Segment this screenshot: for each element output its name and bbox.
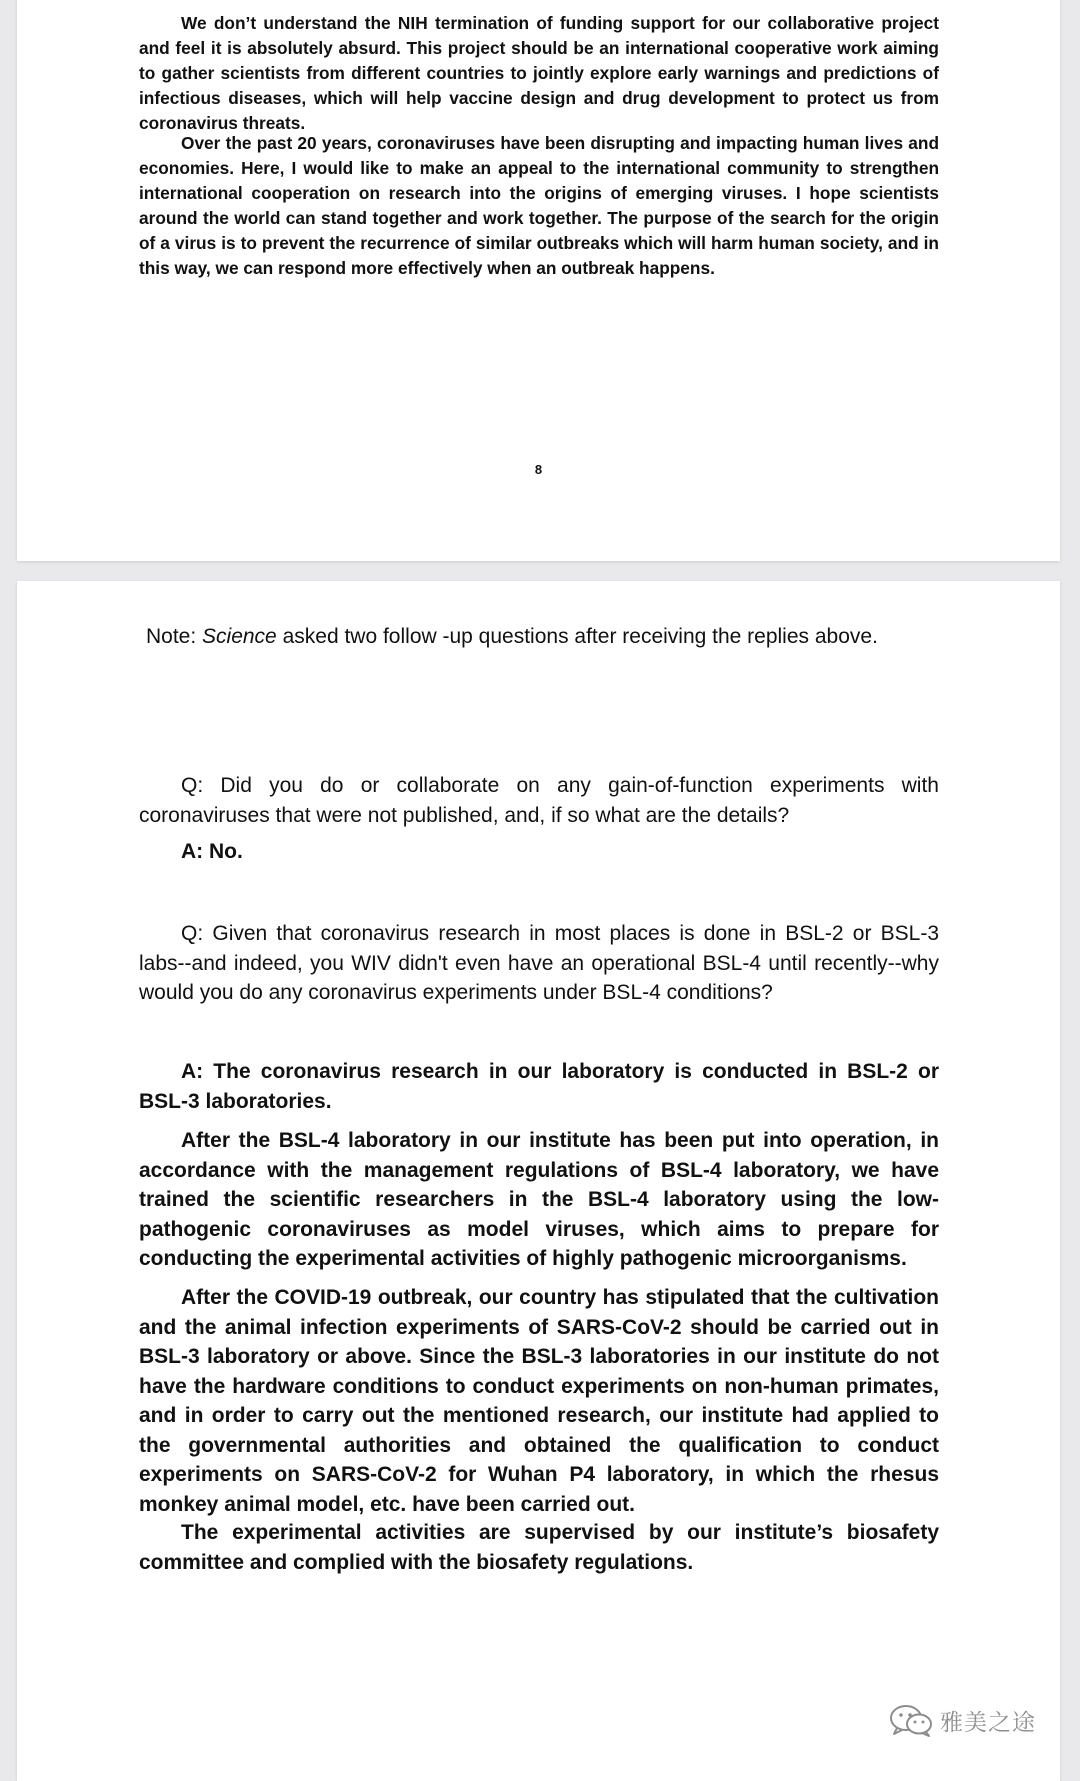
paragraph-appeal-cooperation: Over the past 20 years, coronaviruses have been disrupting and impacting human lives and economies. Here, I would like to make an appeal to the international community to strengthen international cooperation on research into the origins of emerging viruses. I hope scientists around the world can stand together and work together. The purpose of the search for the origin of a virus is to prevent the recurrence of similar outbreaks which will harm human society, and in this way, we can respond more effectively when an outbreak happens. [139, 133, 939, 278]
watermark-text: 雅美之途 [940, 1709, 1036, 1736]
wechat-icon [888, 1703, 934, 1737]
document-page-9 [17, 581, 1060, 1781]
editor-note [146, 623, 878, 651]
answer-bsl4-intro: A: The coronavirus research in our laboratory is conducted in BSL-2 or BSL-3 laboratories. [139, 1060, 939, 1113]
document-page-8 [17, 0, 1060, 561]
note-suffix: asked two follow -up questions after receiving the replies above. [276, 625, 878, 648]
note-prefix: Note: [146, 625, 203, 648]
watermark [888, 1700, 1036, 1740]
answer-bsl4-supervision: The experimental activities are supervised by our institute’s biosafety committee and complied with the biosafety regulations. [139, 1521, 939, 1574]
paragraph-nih-termination: We don’t understand the NIH termination of funding support for our collaborative project and feel it is absolutely absurd. This project should be an international cooperative work aiming to gather scientists from different countries to jointly explore early warnings and predictions of infectious diseases, which will help vaccine design and drug development to protect us from coronavirus threats. [139, 13, 939, 133]
answer-bsl4-training: After the BSL-4 laboratory in our institute has been put into operation, in accordance with the management regulations of BSL-4 laboratory, we have trained the scientific researchers in the BSL-4 laboratory using the low-pathogenic coronaviruses as model viruses, which aims to prepare for conducting the experimental activities of highly pathogenic microorganisms. [139, 1129, 939, 1270]
answer-bsl4-covid: After the COVID-19 outbreak, our country has stipulated that the cultivation and the animal infection experiments of SARS-CoV-2 should be carried out in BSL-3 laboratory or above. Since the BSL-3 laboratories in our institute do not have the hardware conditions to conduct experiments on non-human primates, and in order to carry out the mentioned research, our institute had applied to the governmental authorities and obtained the qualification to conduct experiments on SARS-CoV-2 for Wuhan P4 laboratory, in which the rhesus monkey animal model, etc. have been carried out. [139, 1286, 939, 1516]
question-gain-of-function: Q: Did you do or collaborate on any gain-of-function experiments with coronaviruses that were not published, and, if so what are the details? [139, 774, 939, 827]
note-publication-name: Science [202, 625, 277, 648]
answer-gain-of-function: A: No. [181, 840, 243, 863]
page-number: 8 [534, 462, 543, 477]
question-bsl4: Q: Given that coronavirus research in most places is done in BSL-2 or BSL-3 labs--and indeed, you WIV didn't even have an operational BSL-4 until recently--why would you do any coronavirus experiments under BSL-4 conditions? [139, 922, 939, 1004]
